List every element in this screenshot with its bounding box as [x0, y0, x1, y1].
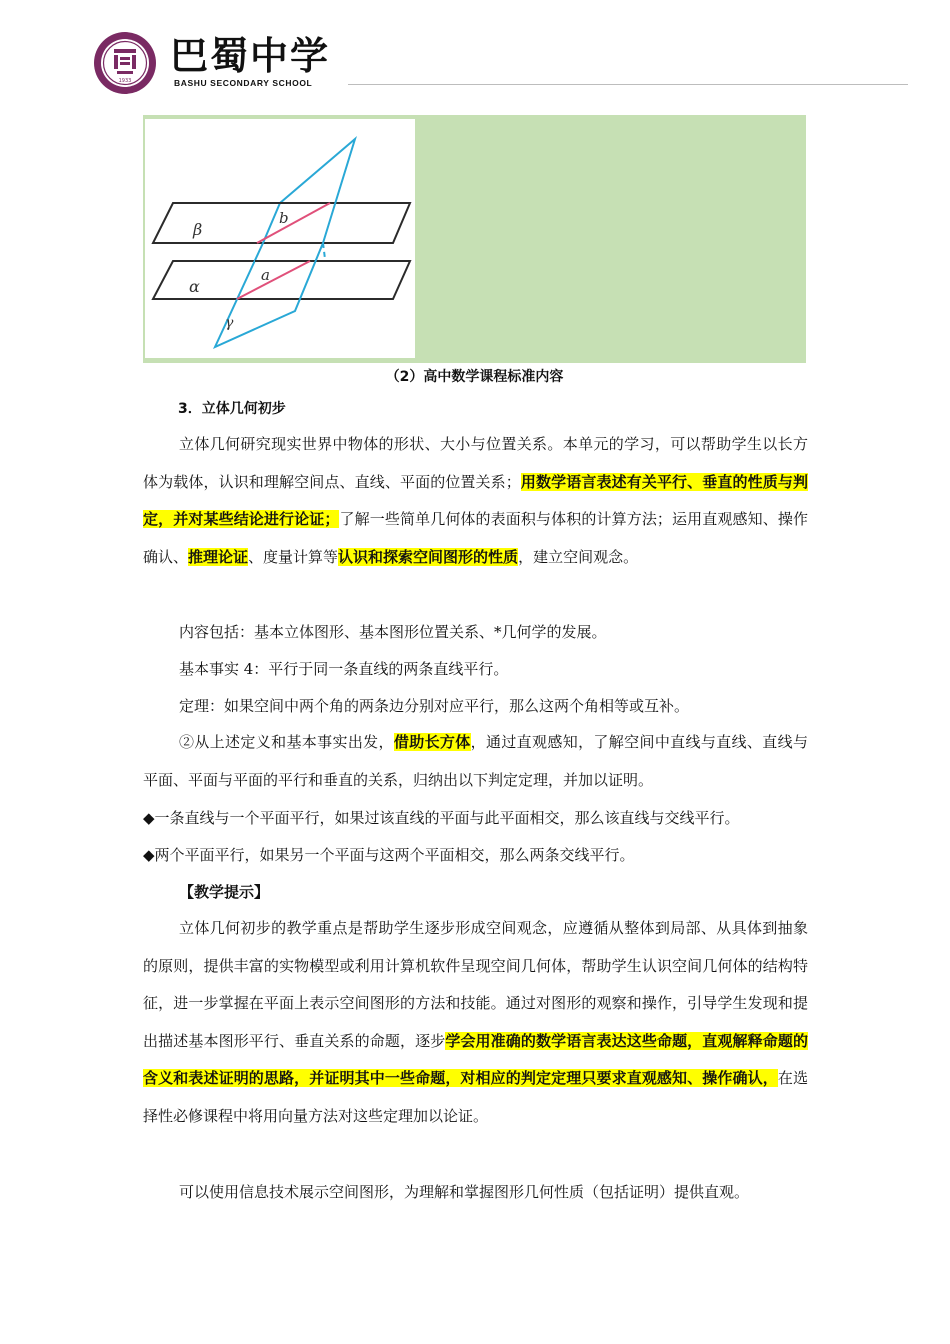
paragraph-definition: ②从上述定义和基本事实出发，借助长方体，通过直观感知，了解空间中直线与直线、直线与平面、平面与平面的平行和垂直的关系，归纳出以下判定定理，并加以证明。	[143, 733, 808, 789]
line-a	[237, 261, 310, 299]
label-b: b	[279, 209, 289, 227]
fact-line: 基本事实 4：平行于同一条直线的两条直线平行。	[179, 660, 509, 678]
figure-caption: （2）高中数学课程标准内容	[385, 369, 564, 385]
label-gamma: γ	[225, 315, 234, 331]
bullet-theorem-1: ◆一条直线与一个平面平行，如果过该直线的平面与此平面相交，那么该直线与交线平行。	[143, 809, 740, 827]
highlight-text: 用数学语言表述有关平行、垂直的性质与判定，并对某些结论进行论证；	[143, 472, 808, 529]
highlight-text: 借助长方体	[393, 733, 471, 751]
bullet-theorem-2: ◆两个平面平行，如果另一个平面与这两个平面相交，那么两条交线平行。	[143, 846, 635, 864]
paragraph-intro: 立体几何研究现实世界中物体的形状、大小与位置关系。本单元的学习，可以帮助学生以长方体为载体，认识和理解空间点、直线、平面的位置关系；用数学语言表述有关平行、垂直的性质与判定，并对某些结论进行论证；了解一些简单几何体的表面积与体积的计算方法；运用直观感知、操作确认、推理论证、度量计算等认识和探索空间图形的性质，建立空间观念。	[143, 435, 808, 566]
theorem-line: 定理：如果空间中两个角的两条边分别对应平行，那么这两个角相等或互补。	[179, 697, 690, 715]
paragraph-teaching: 立体几何初步的教学重点是帮助学生逐步形成空间观念，应遵循从整体到局部、从具体到抽象的原则，提供丰富的实物模型或利用计算机软件呈现空间几何体，帮助学生认识空间几何体的结构特征，进一步掌握在平面上表示空间图形的方法和技能。通过对图形的观察和操作，引导学生发现和提出描述基本图形平行、垂直关系的命题，逐步学会用准确的数学语言表达这些命题，直观解释命题的含义和表述证明的思路，并证明其中一些命题，对相应的判定定理只要求直观感知、操作确认，在选择性必修课程中将用向量方法对这些定理加以论证。	[143, 919, 808, 1125]
school-seal-logo	[92, 30, 158, 96]
label-alpha: α	[189, 277, 200, 296]
highlight-text: 学会用准确的数学语言表达这些命题，直观解释命题的含义和表述证明的思路，并证明其中一些命题，对相应的判定定理只要求直观感知、操作确认，	[143, 1031, 808, 1088]
line-b	[257, 203, 330, 243]
label-a: a	[261, 266, 270, 284]
header-divider	[348, 84, 908, 85]
section-heading: 3．立体几何初步	[178, 401, 286, 417]
svg-text:1933: 1933	[118, 78, 132, 84]
plane-gamma	[215, 243, 323, 347]
closing-line: 可以使用信息技术展示空间图形，为理解和掌握图形几何性质（包括证明）提供直观。	[179, 1183, 750, 1201]
highlight-text: 推理论证	[188, 547, 249, 566]
label-beta: β	[193, 220, 203, 239]
figure-panel	[143, 115, 806, 363]
teaching-tips-heading: 【教学提示】	[179, 883, 270, 901]
school-name-english: BASHU SECONDARY SCHOOL	[174, 78, 313, 88]
page-header	[92, 24, 912, 96]
highlight-text: 认识和探索空间图形的性质	[338, 547, 519, 566]
planes-diagram	[145, 119, 415, 358]
content-line: 内容包括：基本立体图形、基本图形位置关系、*几何学的发展。	[179, 623, 607, 641]
school-name-chinese: 巴蜀中学	[170, 33, 331, 78]
